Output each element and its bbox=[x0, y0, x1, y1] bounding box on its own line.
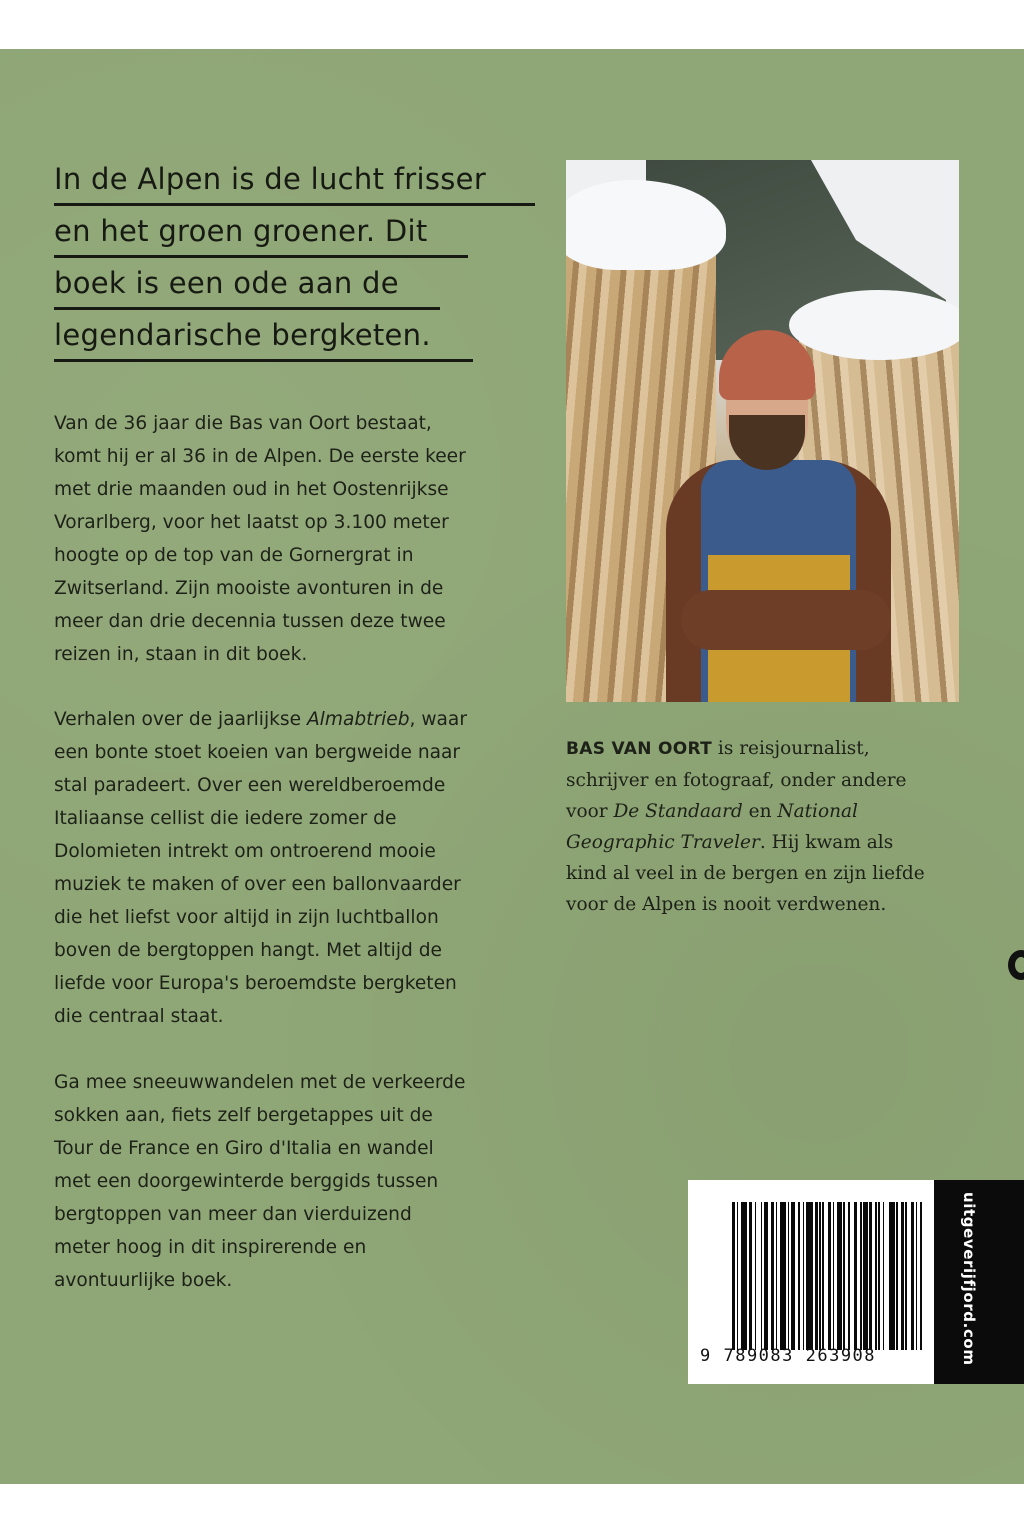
publisher-website: uitgeverijfjord.com bbox=[960, 1192, 978, 1366]
blurb-paragraph-2 bbox=[54, 703, 534, 1033]
author-name: BAS VAN OORT bbox=[566, 739, 713, 759]
text-line: Zwitserland. Zijn mooiste avonturen in de bbox=[54, 578, 444, 599]
text-line: avontuurlijke boek. bbox=[54, 1270, 233, 1291]
text-line: boven de bergtoppen hangt. Met altijd de bbox=[54, 940, 442, 961]
text-line: komt hij er al 36 in de Alpen. De eerste keer bbox=[54, 446, 466, 467]
publication-name: De Standaard bbox=[613, 801, 743, 822]
headline-line: boek is een ode aan de bbox=[54, 261, 486, 313]
text-line: Geographic Traveler. Hij kwam als bbox=[566, 832, 894, 853]
barcode-bar bbox=[922, 1202, 924, 1350]
headline bbox=[54, 157, 486, 365]
text-line: kind al veel in de bergen en zijn liefde bbox=[566, 863, 925, 884]
text-line: liefde voor Europa's beroemdste bergketen bbox=[54, 973, 457, 994]
headline-underline bbox=[54, 359, 473, 362]
headline-line: legendarische bergketen. bbox=[54, 313, 486, 365]
text-line: BAS VAN OORT is reisjournalist, bbox=[566, 738, 870, 759]
isbn-barcode bbox=[688, 1180, 934, 1384]
text-line: die centraal staat. bbox=[54, 1006, 224, 1027]
photo-snow bbox=[789, 290, 959, 360]
text-line: Verhalen over de jaarlijkse Almabtrieb, waar bbox=[54, 709, 467, 730]
blurb-paragraph-3 bbox=[54, 1066, 534, 1297]
text-line: bergtoppen van meer dan vierduizend bbox=[54, 1204, 412, 1225]
text-line: sokken aan, fiets zelf bergetappes uit de bbox=[54, 1105, 433, 1126]
text-line: voor de Alpen is nooit verdwenen. bbox=[566, 894, 887, 915]
text-line: met drie maanden oud in het Oostenrijkse bbox=[54, 479, 449, 500]
text-line: Vorarlberg, voor het laatst op 3.100 meter bbox=[54, 512, 449, 533]
text-line: Ga mee sneeuwwandelen met de verkeerde bbox=[54, 1072, 466, 1093]
text-line: muziek te maken of over een ballonvaarder bbox=[54, 874, 461, 895]
photo-person-crossed-arms bbox=[681, 590, 891, 650]
text-line: die het liefst voor altijd in zijn luchtballon bbox=[54, 907, 439, 928]
publisher-strip bbox=[934, 1180, 1024, 1384]
text-line: voor De Standaard en National bbox=[566, 801, 858, 822]
text-line: meer dan drie decennia tussen deze twee bbox=[54, 611, 446, 632]
text-line: Italiaanse cellist die iedere zomer de bbox=[54, 808, 397, 829]
headline-underline bbox=[54, 255, 468, 258]
headline-line: In de Alpen is de lucht frisser bbox=[54, 157, 486, 209]
text-line: een bonte stoet koeien van bergweide naar bbox=[54, 742, 461, 763]
isbn-number: 9 789083 263908 bbox=[700, 1346, 877, 1366]
text-line: Dolomieten intrekt om ontroerend mooie bbox=[54, 841, 436, 862]
text-line: hoogte op de top van de Gornergrat in bbox=[54, 545, 414, 566]
publication-name: National bbox=[777, 801, 858, 822]
text-line: reizen in, staan in dit boek. bbox=[54, 644, 308, 665]
italic-term: Almabtrieb bbox=[306, 709, 410, 730]
barcode-bar bbox=[806, 1202, 814, 1350]
headline-underline bbox=[54, 203, 535, 206]
text-line: schrijver en fotograaf, onder andere bbox=[566, 770, 907, 791]
headline-line: en het groen groener. Dit bbox=[54, 209, 486, 261]
text-line: stal paradeert. Over een wereldberoemde bbox=[54, 775, 446, 796]
text-line: Tour de France en Giro d'Italia en wandel bbox=[54, 1138, 434, 1159]
text-line: Van de 36 jaar die Bas van Oort bestaat, bbox=[54, 413, 432, 434]
publication-name: Geographic Traveler bbox=[566, 832, 760, 853]
blurb-paragraph-1 bbox=[54, 407, 534, 671]
barcode-bars bbox=[732, 1202, 924, 1350]
text-line: met een doorgewinterde berggids tussen bbox=[54, 1171, 439, 1192]
author-photo bbox=[566, 160, 959, 702]
text-line: meter hoog in dit inspirerende en bbox=[54, 1237, 367, 1258]
author-bio bbox=[566, 733, 966, 920]
headline-underline bbox=[54, 307, 440, 310]
